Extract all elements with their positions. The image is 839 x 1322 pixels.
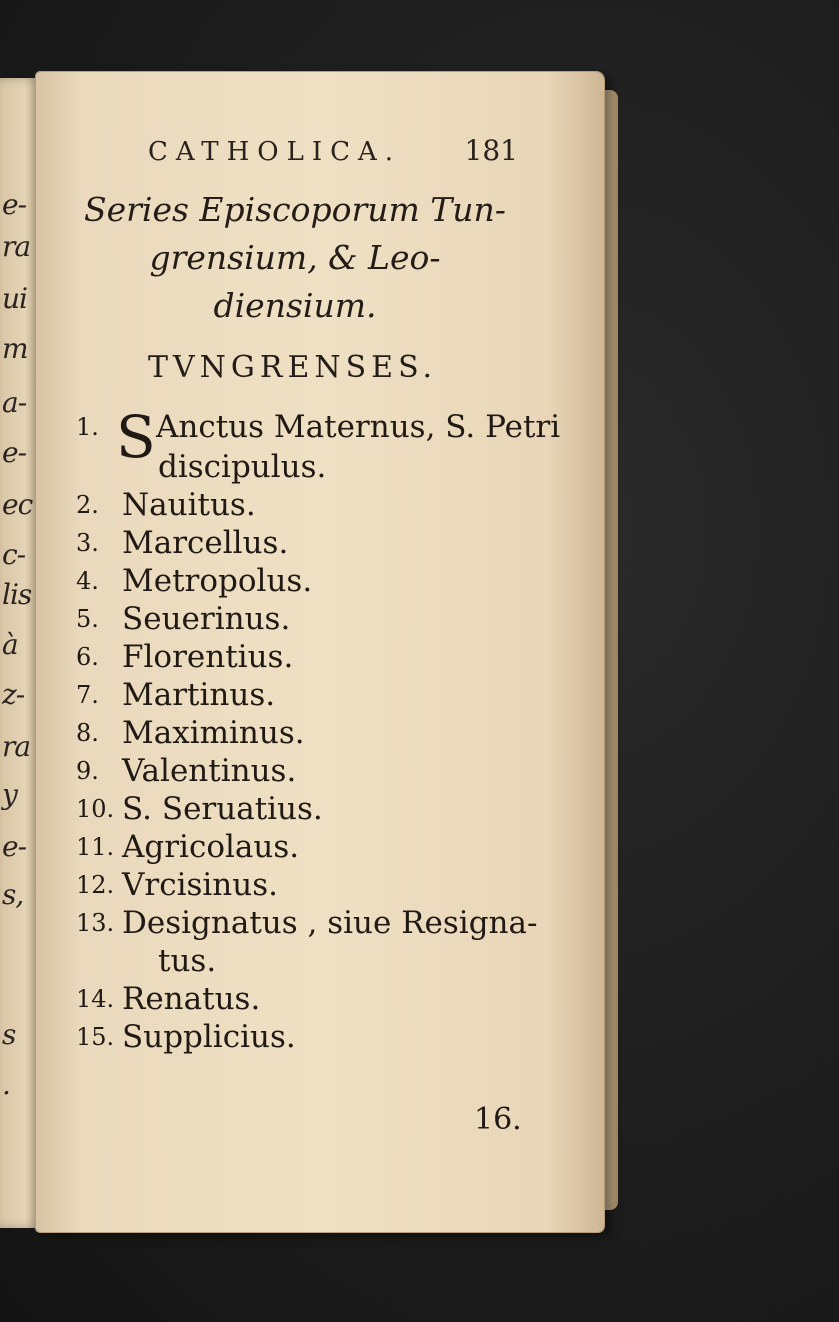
item-number: 2.	[76, 491, 99, 519]
item-text: Maximinus.	[122, 715, 305, 751]
item-text: Metropolus.	[122, 563, 313, 599]
left-fragment: ra	[2, 230, 31, 263]
item-text: Renatus.	[122, 981, 261, 1017]
item-number: 14.	[76, 985, 115, 1013]
list-item	[76, 980, 536, 1018]
item-text: Supplicius.	[122, 1019, 296, 1055]
left-fragment: ui	[2, 282, 27, 315]
heading-line: diensium.	[213, 286, 377, 325]
list-item	[76, 828, 536, 866]
item-text: S. Seruatius.	[122, 791, 323, 827]
left-fragment: c-	[2, 538, 26, 571]
heading-line: grensium, & Leo-	[149, 238, 441, 277]
item-text: Designatus , siue Resigna-	[122, 905, 538, 941]
item-number: 9.	[76, 757, 99, 785]
catchword: 16.	[474, 1102, 522, 1137]
heading-line: Series Episcoporum Tun-	[84, 190, 506, 229]
running-title: CATHOLICA.	[148, 137, 402, 167]
drop-cap: S	[116, 403, 156, 471]
left-fragment: a-	[2, 386, 27, 419]
running-header	[148, 134, 518, 167]
item-number: 12.	[76, 871, 115, 899]
item-number: 6.	[76, 643, 99, 671]
item-number: 5.	[76, 605, 99, 633]
left-fragment: .	[2, 1068, 10, 1101]
list-item	[76, 942, 536, 980]
section-heading: TVNGRENSES.	[148, 350, 438, 385]
item-number: 7.	[76, 681, 99, 709]
list-item	[76, 714, 536, 752]
item-number: 3.	[76, 529, 99, 557]
list-item	[76, 904, 536, 942]
list-item	[76, 752, 536, 790]
item-number: 4.	[76, 567, 99, 595]
left-fragment: à	[2, 628, 18, 661]
left-fragment: s	[2, 1018, 16, 1051]
item-text: Vrcisinus.	[122, 867, 278, 903]
left-fragment: e-	[2, 436, 27, 469]
item-text: tus.	[158, 943, 217, 979]
item-text: Agricolaus.	[122, 829, 300, 865]
list-item	[76, 866, 536, 904]
item-text: Marcellus.	[122, 525, 289, 561]
left-fragment: ec	[2, 488, 33, 521]
page-number: 181	[464, 134, 518, 167]
item-number: 15.	[76, 1023, 115, 1051]
left-fragment: y	[2, 778, 17, 811]
item-text: Anctus Maternus, S. Petri	[156, 409, 561, 445]
list-item	[76, 790, 536, 828]
list-item	[76, 562, 536, 600]
item-number: 8.	[76, 719, 99, 747]
list-item	[76, 524, 536, 562]
list-item	[76, 486, 536, 524]
list-item	[76, 1018, 536, 1056]
item-number: 13.	[76, 909, 115, 937]
chapter-heading	[70, 186, 520, 330]
list-item	[76, 676, 536, 714]
left-fragment: e-	[2, 830, 27, 863]
left-fragment: s,	[2, 878, 24, 911]
list-item	[76, 448, 536, 486]
item-text: Seuerinus.	[122, 601, 291, 637]
item-text: Nauitus.	[122, 487, 256, 523]
left-fragment: lis	[2, 578, 32, 611]
item-number: 1.	[76, 413, 99, 441]
left-fragment: z-	[2, 678, 25, 711]
left-fragment: e-	[2, 188, 27, 221]
item-text: Valentinus.	[122, 753, 297, 789]
list-item	[76, 638, 536, 676]
item-text: Martinus.	[122, 677, 276, 713]
left-fragment: m	[2, 332, 28, 365]
list-item	[76, 600, 536, 638]
item-text: discipulus.	[158, 449, 327, 485]
item-number: 11.	[76, 833, 115, 861]
item-text: Florentius.	[122, 639, 294, 675]
bishop-list	[76, 403, 561, 1056]
left-fragment: ra	[2, 730, 31, 763]
item-number: 10.	[76, 795, 115, 823]
